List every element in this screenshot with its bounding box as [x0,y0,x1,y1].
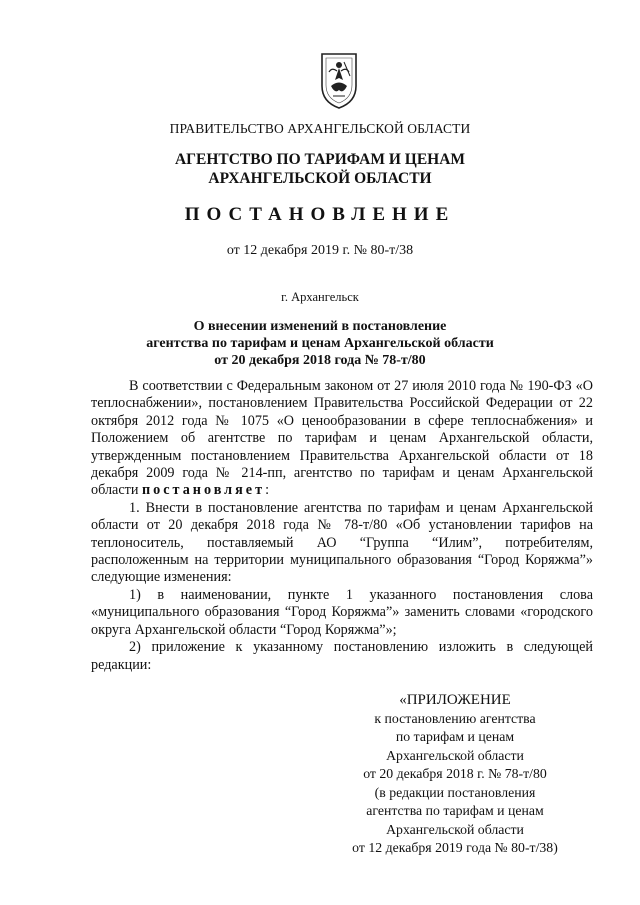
paragraph-item-1: 1. Внести в постановление агентства по тарифам и ценам Архангельской области от 20 декабря 2018 года № 78-т/80 «Об установлении тарифов на теплоноситель, поставляемый АО “Группа “Илим”, потребителям, расположенным на территории муниципального образования “Город Коряжма”» следующие изменения: [91,499,593,586]
appendix-line7: агентства по тарифам и ценам [366,803,544,818]
subject-line1: О внесении изменений в постановление [193,319,447,334]
subject-line2: агентства по тарифам и ценам Архангельской области [146,336,494,351]
appendix-line4: Архангельской области [386,747,524,763]
subject-line3: от 20 декабря 2018 года № 78-т/80 [214,353,426,368]
appendix-header [340,691,570,858]
coat-of-arms-icon [320,52,358,110]
document-city: г. Архангельск [281,290,359,304]
appendix-line5: от 20 декабря 2018 г. № 78-т/80 [363,766,547,781]
appendix-line1: «ПРИЛОЖЕНИЕ [399,692,511,708]
agency-name-line1: АГЕНТСТВО ПО ТАРИФАМ И ЦЕНАМ [174,151,466,168]
appendix-line2: к постановлению агентства [374,710,536,726]
preamble-end: : [265,482,270,499]
preamble-text: В соответствии с Федеральным законом от 27 июля 2010 года № 190-ФЗ «О теплоснабжении», постановлением Правительства Российской Федерации от 22 октября 2012 года № 1075 «О ценообразовании в сфере теплоснабжения» и Положением об агентстве по тарифам и ценам Архангельской области, утвержденным постановлением Правительства Архангельской области от 18 декабря 2009 года № 214-пп, агентство по тарифам и ценам Архангельской области [91,378,593,499]
document-type: ПОСТАНОВЛЕНИЕ [184,204,456,225]
document-date-number: от 12 декабря 2019 г. № 80-т/38 [226,243,414,258]
government-name: ПРАВИТЕЛЬСТВО АРХАНГЕЛЬСКОЙ ОБЛАСТИ [169,121,471,136]
appendix-line8: Архангельской области [386,821,524,837]
paragraph-preamble [91,378,593,500]
appendix-line3: по тарифам и ценам [395,729,515,744]
document-body [91,378,593,674]
paragraph-subitem-2: 2) приложение к указанному постановлению изложить в следующей редакции: [91,639,593,673]
appendix-line6: (в редакции постановления [374,784,536,800]
agency-name [0,150,640,188]
appendix-line9: от 12 декабря 2019 года № 80-т/38) [352,840,558,855]
agency-name-line2: АРХАНГЕЛЬСКОЙ ОБЛАСТИ [208,170,432,187]
document-subject [0,318,640,369]
resolution-keyword: постановляет [141,482,266,499]
paragraph-subitem-1: 1) в наименовании, пункте 1 указанного постановления слова «муниципального образования “Город Коряжма”» заменить словами «городского округа Архангельской области “Город Коряжма”»; [91,586,593,638]
